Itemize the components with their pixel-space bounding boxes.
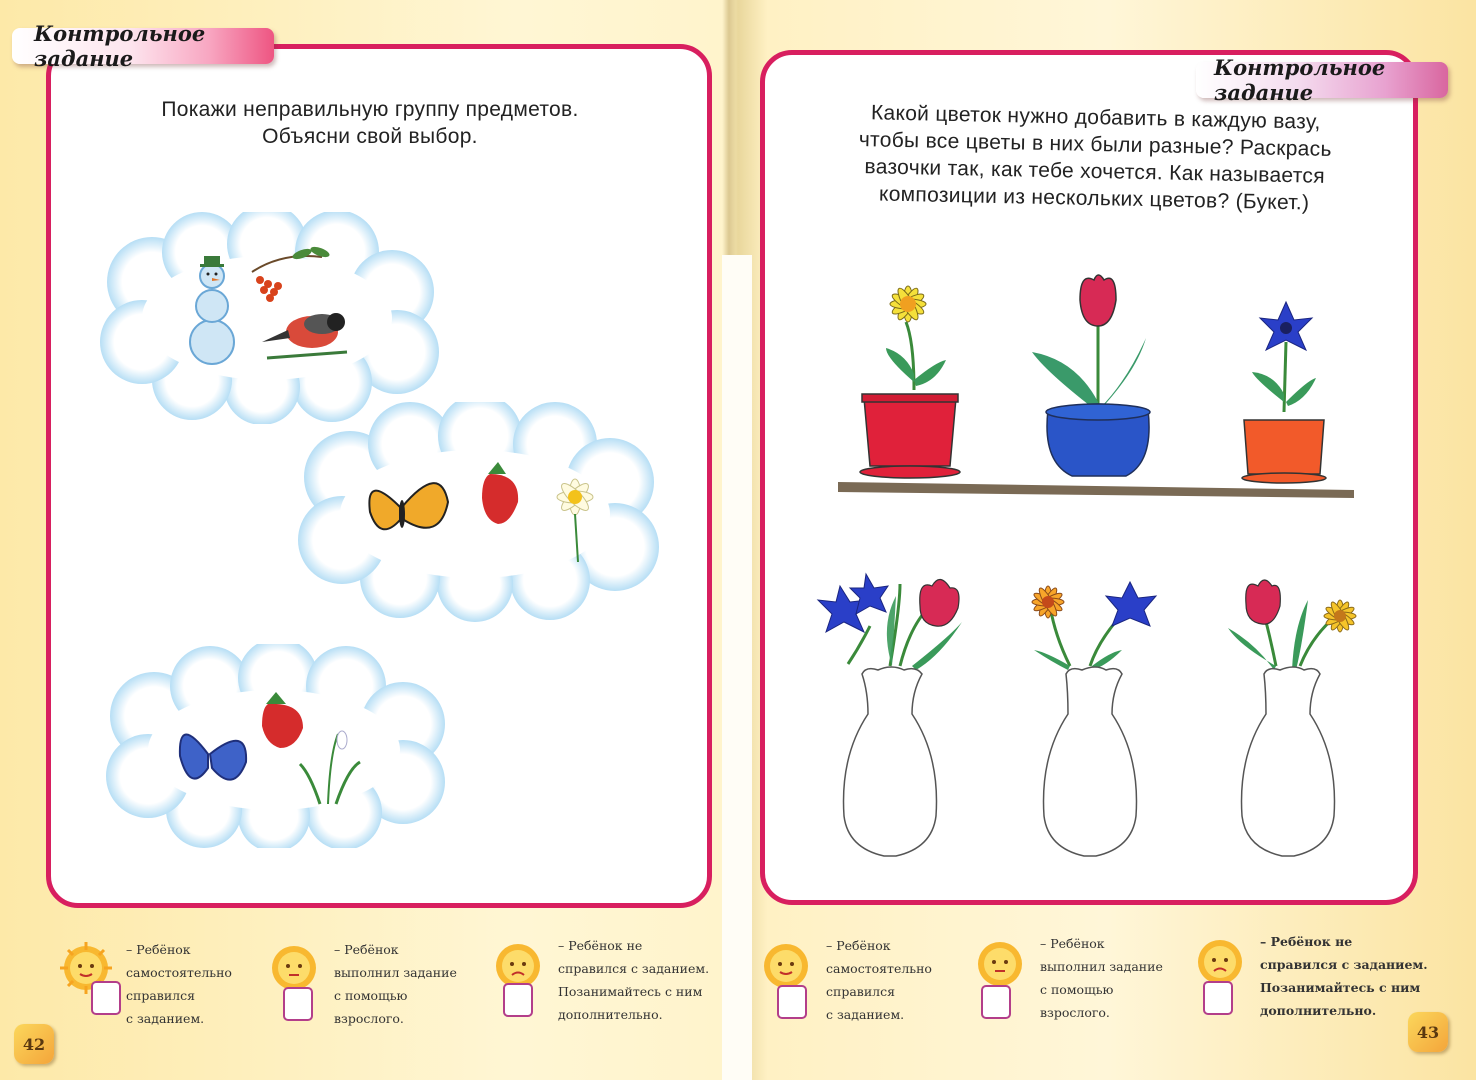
- cloud-group-1[interactable]: [92, 212, 442, 424]
- legend-item-2-right: [970, 938, 1163, 1028]
- legend-item-3-left: [488, 940, 709, 1030]
- left-task-text: [100, 96, 640, 150]
- checkbox-6[interactable]: [1204, 982, 1232, 1014]
- cloud-group-2[interactable]: [290, 402, 660, 622]
- vase-2-icon: [1032, 582, 1156, 856]
- page-number-right: 43: [1408, 1012, 1448, 1052]
- legend-text-2: – Ребёнок выполнил задание с помощью взрослого.: [334, 942, 457, 1026]
- legend-text-6: – Ребёнок не справился с заданием. Позанимайтесь с ним дополнительно.: [1260, 934, 1428, 1018]
- sun-face-icon: [1190, 936, 1260, 1026]
- checkbox-4[interactable]: [778, 986, 806, 1018]
- right-task-line-2: чтобы все цветы в них были разные? Раскрась: [858, 128, 1332, 161]
- shelf-illustration: [836, 262, 1364, 502]
- sun-face-icon: [970, 938, 1040, 1028]
- vase-1-icon: [818, 574, 962, 856]
- right-task-line-1: Какой цветок нужно добавить в каждую вазу,: [870, 101, 1321, 134]
- checkbox-1[interactable]: [92, 982, 120, 1014]
- right-task-line-4: композиции из нескольких цветов? (Букет.): [878, 182, 1310, 215]
- right-task-line-3: вазочки так, как тебе хочется. Как называется: [864, 155, 1326, 188]
- legend-item-1-right: [756, 940, 932, 1030]
- potted-cornflower-icon: [1242, 302, 1326, 483]
- right-page-title: Контрольное задание: [1196, 62, 1448, 98]
- legend-item-2-left: [264, 942, 457, 1032]
- sun-face-icon: [56, 942, 126, 1032]
- legend-text-3: – Ребёнок не справился с заданием. Позанимайтесь с ним дополнительно.: [558, 938, 710, 1022]
- right-task-text: [799, 98, 1391, 218]
- page-number-left: 42: [14, 1024, 54, 1064]
- sun-face-icon: [264, 942, 334, 1032]
- checkbox-3[interactable]: [504, 984, 532, 1016]
- legend-text-4: – Ребёнок самостоятельно справился с заданием.: [826, 938, 932, 1022]
- legend-item-1-left: [56, 942, 232, 1032]
- vases-illustration: [800, 566, 1380, 868]
- potted-tulip-icon: [1032, 275, 1150, 476]
- legend-item-3-right: [1190, 936, 1428, 1026]
- checkbox-5[interactable]: [982, 986, 1010, 1018]
- sun-face-icon: [488, 940, 558, 1030]
- checkbox-2[interactable]: [284, 988, 312, 1020]
- vase-3-icon: [1228, 580, 1356, 856]
- left-task-line-1: Покажи неправильную группу предметов.: [161, 98, 579, 121]
- legend-text-1: – Ребёнок самостоятельно справился с заданием.: [126, 942, 232, 1026]
- shelf-icon: [838, 482, 1354, 498]
- sun-face-icon: [756, 940, 826, 1030]
- page-edge: [722, 255, 752, 1080]
- left-page-title: Контрольное задание: [12, 28, 274, 64]
- cloud-group-3[interactable]: [98, 644, 450, 848]
- left-task-line-2: Объясни свой выбор.: [262, 125, 478, 148]
- legend-text-5: – Ребёнок выполнил задание с помощью взрослого.: [1040, 936, 1163, 1020]
- potted-yellow-flower-icon: [860, 286, 960, 478]
